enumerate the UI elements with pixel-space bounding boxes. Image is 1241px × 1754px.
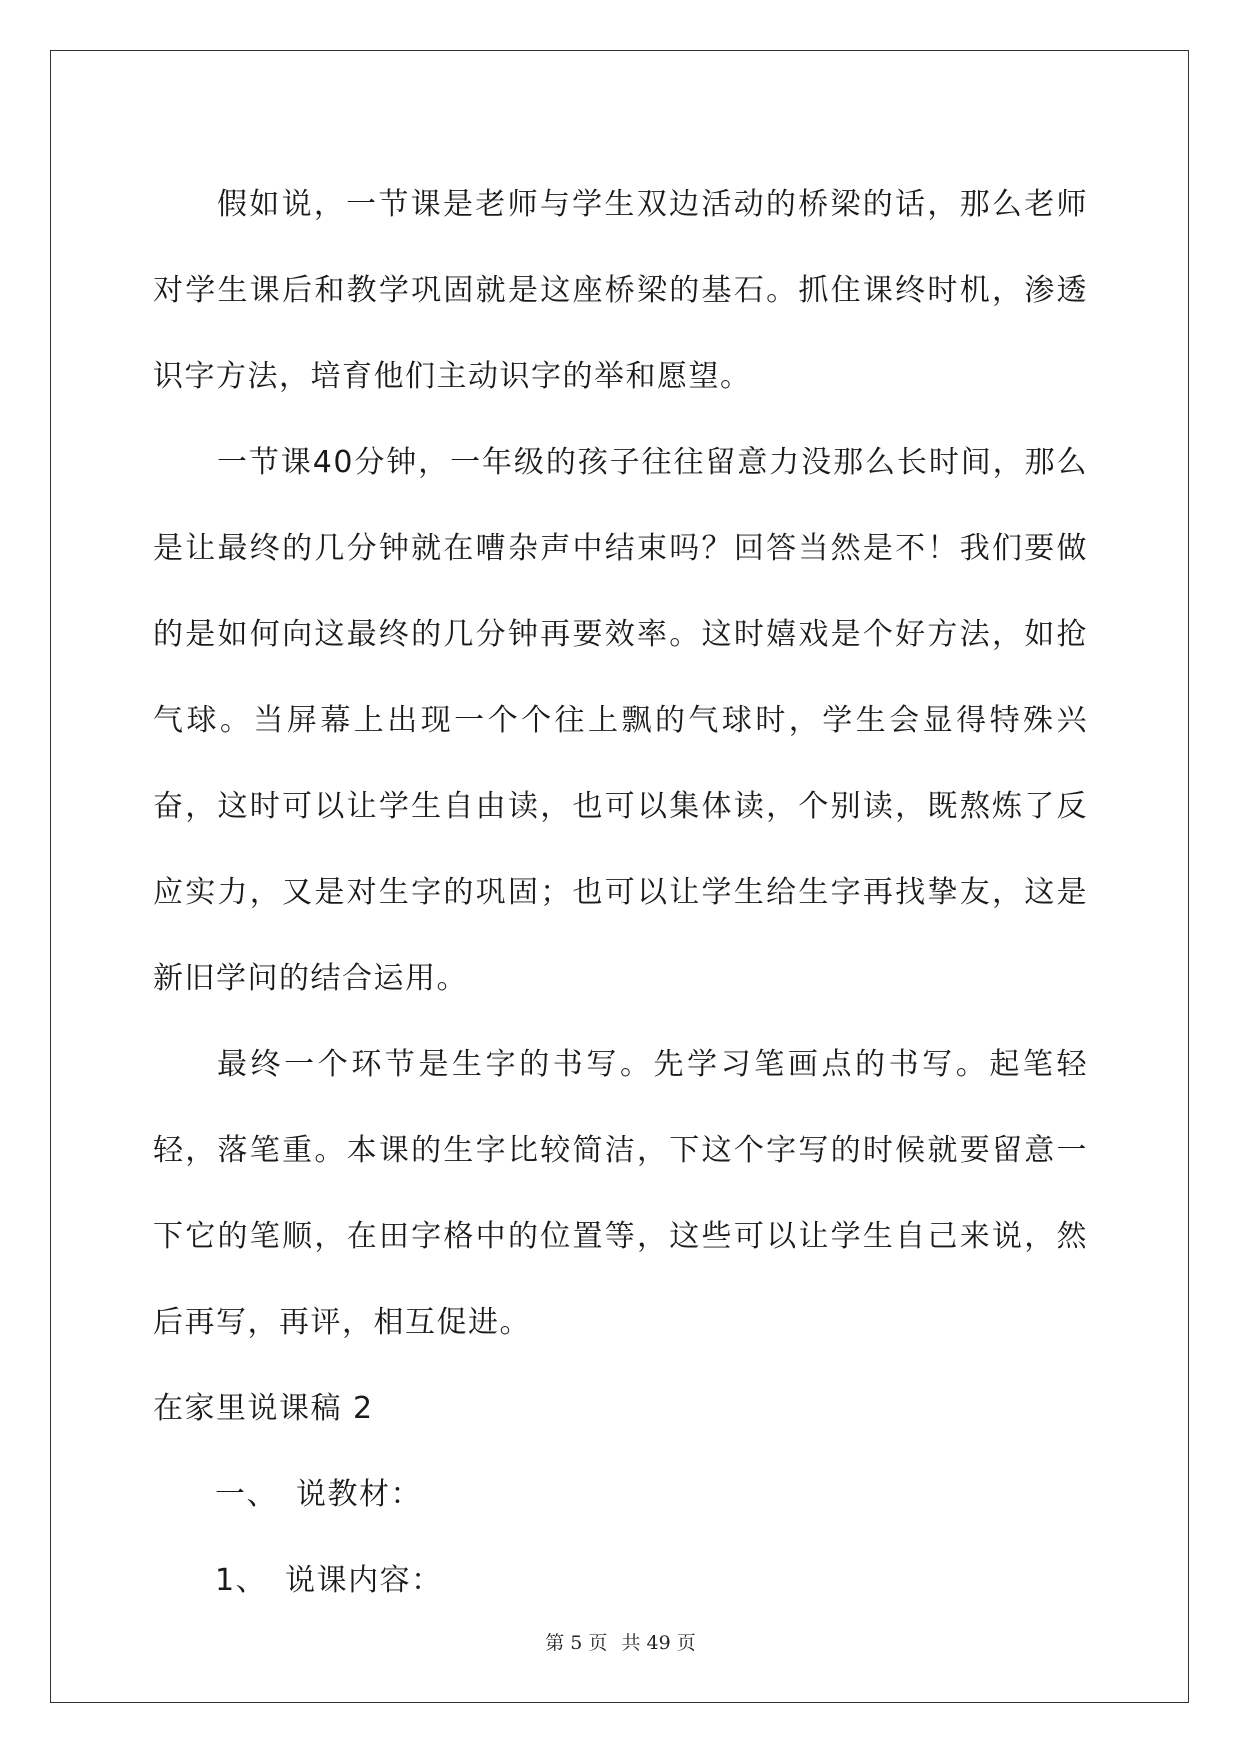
outline-item-2 <box>153 1538 1088 1624</box>
paragraph-2: 一节课40分钟，一年级的孩子往往留意力没那么长时间，那么是让最终的几分钟就在嘈杂声中结束吗？回答当然是不！我们要做的是如何向这最终的几分钟再要效率。这时嬉戏是个好方法，如抢气球。当屏幕上出现一个个往上飘的气球时，学生会显得特殊兴奋，这时可以让学生自由读，也可以集体读，个别读，既熬炼了反应实力，又是对生字的巩固；也可以让学生给生字再找挚友，这是新旧学问的结合运用。 <box>153 445 1088 996</box>
page-number: 第 5 页 <box>545 1632 608 1654</box>
document-body <box>153 162 1088 1624</box>
outline-text: 说课内容： <box>285 1563 443 1598</box>
paragraph-3: 最终一个环节是生字的书写。先学习笔画点的书写。起笔轻轻，落笔重。本课的生字比较简洁，下这个字写的时候就要留意一下它的笔顺，在田字格中的位置等，这些可以让学生自己来说，然后再写，再评，相互促进。 <box>153 1047 1088 1340</box>
paragraph-1: 假如说，一节课是老师与学生双边活动的桥梁的话，那么老师对学生课后和教学巩固就是这座桥梁的基石。抓住课终时机，渗透识字方法，培育他们主动识字的举和愿望。 <box>153 187 1088 394</box>
outline-text: 说教材： <box>296 1477 422 1512</box>
section-title: 在家里说课稿 2 <box>153 1391 374 1426</box>
page-total: 共 49 页 <box>621 1632 696 1654</box>
outline-number: 1、 <box>215 1563 268 1598</box>
outline-number: 一、 <box>215 1477 278 1512</box>
outline-item-1 <box>153 1452 1088 1538</box>
page-footer <box>0 1628 1241 1655</box>
